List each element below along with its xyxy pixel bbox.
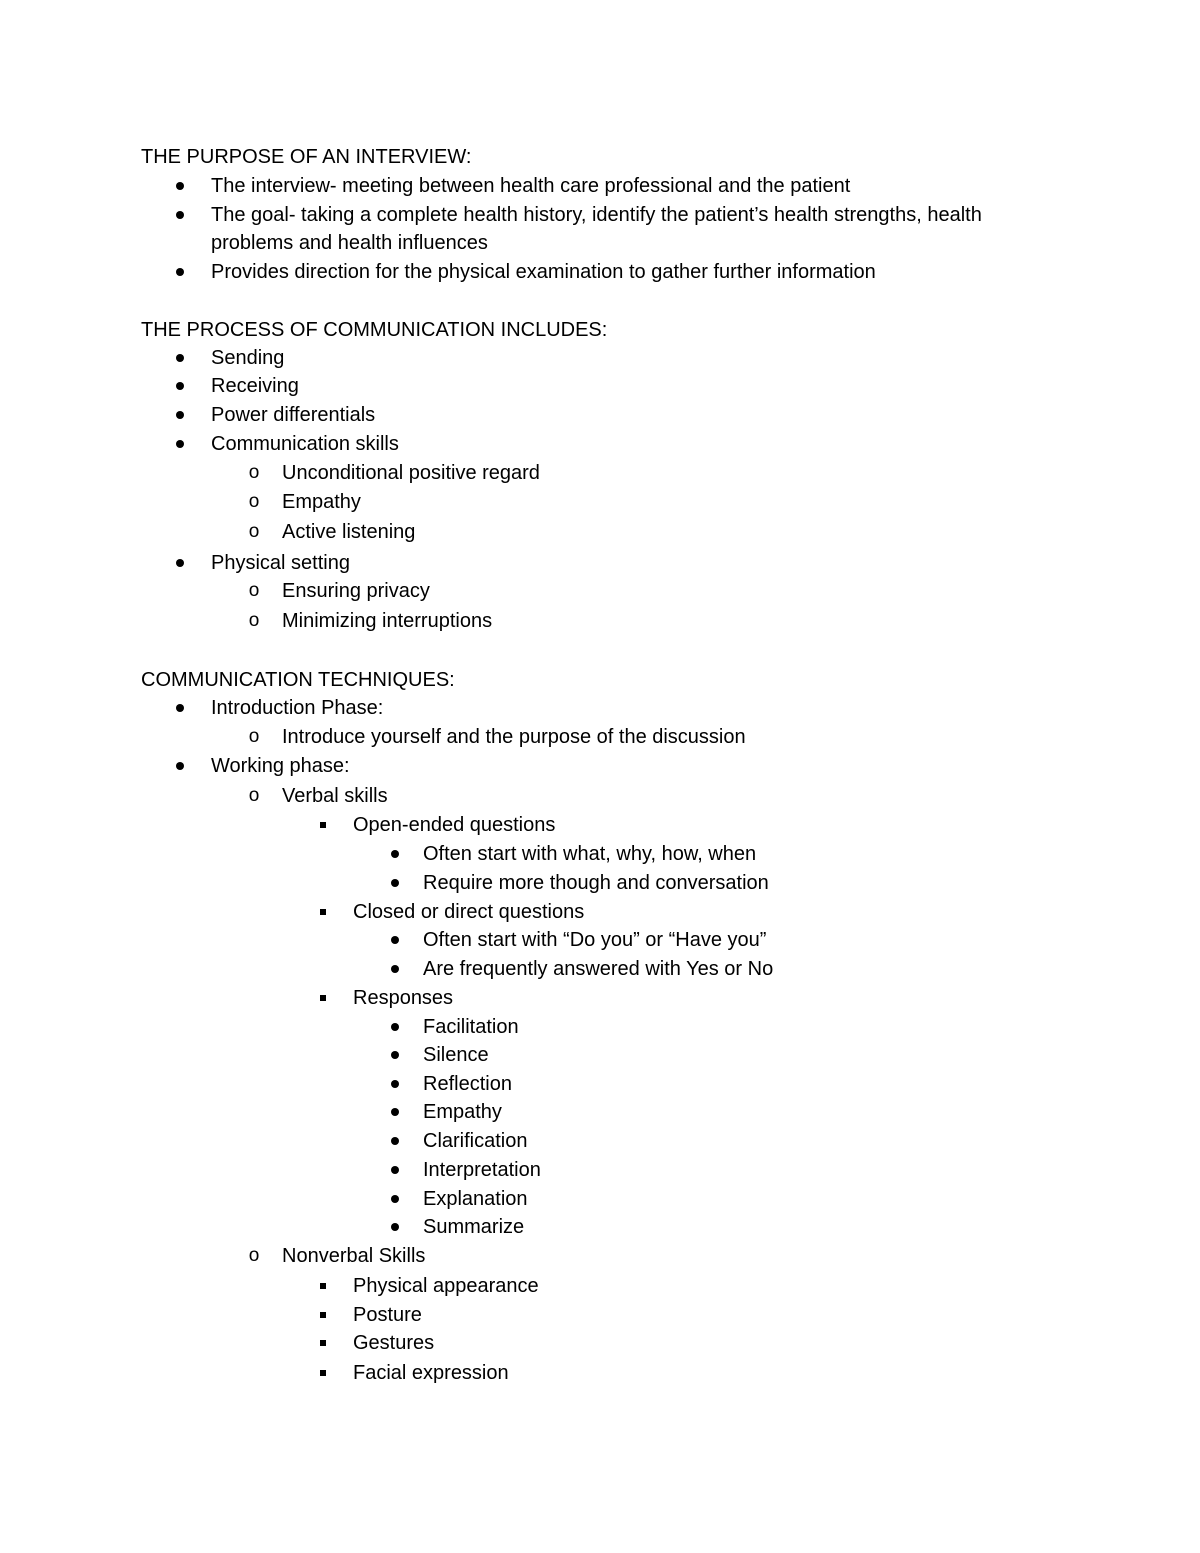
bullet-marker bbox=[387, 869, 403, 897]
list-item-text: Sending bbox=[211, 347, 285, 369]
list-item-text: Gestures bbox=[353, 1332, 435, 1354]
bullet-marker bbox=[172, 344, 188, 372]
list-item bbox=[0, 898, 1200, 926]
circle-marker: o bbox=[248, 580, 260, 601]
list-item-text: Nonverbal Skills bbox=[282, 1245, 426, 1267]
list-item bbox=[0, 782, 1200, 810]
list-item-text: Physical appearance bbox=[353, 1275, 539, 1297]
section-heading-process: THE PROCESS OF COMMUNICATION INCLUDES: bbox=[141, 319, 608, 341]
circle-marker: o bbox=[248, 610, 260, 631]
bullet-marker bbox=[387, 926, 403, 954]
list-item-text: Unconditional positive regard bbox=[282, 462, 540, 484]
list-item bbox=[0, 752, 1200, 780]
list-item-text: Provides direction for the physical examination to gather further information bbox=[211, 261, 876, 283]
list-item bbox=[0, 1156, 1200, 1184]
list-item-text: Power differentials bbox=[211, 404, 376, 426]
list-item-text: Responses bbox=[353, 987, 454, 1009]
bullet-marker bbox=[387, 1185, 403, 1213]
list-item bbox=[0, 201, 1200, 229]
list-item bbox=[0, 518, 1200, 546]
section-heading-techniques: COMMUNICATION TECHNIQUES: bbox=[141, 669, 455, 691]
list-item bbox=[0, 1070, 1200, 1098]
bullet-marker bbox=[387, 955, 403, 983]
list-item-text: Reflection bbox=[423, 1073, 512, 1095]
list-item-text: Introduce yourself and the purpose of the discussion bbox=[282, 726, 746, 748]
bullet-marker bbox=[172, 430, 188, 458]
list-item-text: Empathy bbox=[423, 1101, 502, 1123]
list-item-text: Are frequently answered with Yes or No bbox=[423, 958, 774, 980]
list-item bbox=[0, 1213, 1200, 1241]
list-item bbox=[0, 372, 1200, 400]
list-item bbox=[0, 1272, 1200, 1300]
list-item-text: Facial expression bbox=[353, 1362, 509, 1384]
list-item bbox=[0, 607, 1200, 635]
bullet-marker bbox=[172, 201, 188, 229]
list-item-text-continuation: problems and health influences bbox=[211, 232, 488, 254]
list-item bbox=[0, 869, 1200, 897]
bullet-marker bbox=[172, 401, 188, 429]
list-item-text: Silence bbox=[423, 1044, 489, 1066]
list-item-text: Often start with “Do you” or “Have you” bbox=[423, 929, 767, 951]
list-item-text: Active listening bbox=[282, 521, 416, 543]
list-item-text: Interpretation bbox=[423, 1159, 541, 1181]
bullet-marker bbox=[172, 372, 188, 400]
list-item bbox=[0, 1329, 1200, 1357]
list-item bbox=[0, 1041, 1200, 1069]
list-item-text: Open-ended questions bbox=[353, 814, 556, 836]
list-item bbox=[0, 811, 1200, 839]
bullet-marker bbox=[387, 1070, 403, 1098]
square-marker bbox=[315, 898, 331, 926]
bullet-marker bbox=[172, 258, 188, 286]
list-item-text: The interview- meeting between health care professional and the patient bbox=[211, 175, 851, 197]
list-item-text: Ensuring privacy bbox=[282, 580, 430, 602]
section-heading-purpose: THE PURPOSE OF AN INTERVIEW: bbox=[141, 146, 472, 168]
list-item bbox=[0, 1098, 1200, 1126]
list-item-text: Posture bbox=[353, 1304, 422, 1326]
list-item-text: Introduction Phase: bbox=[211, 697, 384, 719]
list-item-text: Receiving bbox=[211, 375, 299, 397]
list-item-text: Working phase: bbox=[211, 755, 350, 777]
list-item bbox=[0, 258, 1200, 286]
list-item bbox=[0, 840, 1200, 868]
square-marker bbox=[315, 1301, 331, 1329]
bullet-marker bbox=[387, 1041, 403, 1069]
circle-marker: o bbox=[248, 462, 260, 483]
list-item bbox=[0, 549, 1200, 577]
square-marker bbox=[315, 811, 331, 839]
bullet-marker bbox=[387, 1127, 403, 1155]
list-item bbox=[0, 344, 1200, 372]
list-item-text: Require more though and conversation bbox=[423, 872, 769, 894]
list-item-text: Closed or direct questions bbox=[353, 901, 585, 923]
list-item-text: Verbal skills bbox=[282, 785, 388, 807]
square-marker bbox=[315, 1329, 331, 1357]
bullet-marker bbox=[387, 1213, 403, 1241]
list-item bbox=[0, 459, 1200, 487]
list-item bbox=[0, 926, 1200, 954]
circle-marker: o bbox=[248, 726, 260, 747]
list-item-text: The goal- taking a complete health history, identify the patient’s health strengths, health bbox=[211, 204, 982, 226]
list-item bbox=[0, 1185, 1200, 1213]
list-item-text: Physical setting bbox=[211, 552, 350, 574]
square-marker bbox=[315, 1272, 331, 1300]
list-item-text: Communication skills bbox=[211, 433, 399, 455]
circle-marker: o bbox=[248, 1245, 260, 1266]
bullet-marker bbox=[387, 840, 403, 868]
square-marker bbox=[315, 984, 331, 1012]
list-item-text: Minimizing interruptions bbox=[282, 610, 493, 632]
list-item bbox=[0, 401, 1200, 429]
bullet-marker bbox=[387, 1098, 403, 1126]
circle-marker: o bbox=[248, 785, 260, 806]
list-item bbox=[0, 723, 1200, 751]
list-item bbox=[0, 955, 1200, 983]
bullet-marker bbox=[172, 549, 188, 577]
list-item bbox=[0, 1127, 1200, 1155]
bullet-marker bbox=[387, 1156, 403, 1184]
list-item-text: Often start with what, why, how, when bbox=[423, 843, 757, 865]
list-item-text: Summarize bbox=[423, 1216, 525, 1238]
list-item-text: Facilitation bbox=[423, 1016, 519, 1038]
list-item-text: Empathy bbox=[282, 491, 361, 513]
list-item bbox=[0, 984, 1200, 1012]
list-item bbox=[0, 577, 1200, 605]
list-item bbox=[0, 1242, 1200, 1270]
list-item bbox=[0, 1359, 1200, 1387]
list-item bbox=[0, 1013, 1200, 1041]
list-item bbox=[0, 694, 1200, 722]
list-item bbox=[0, 172, 1200, 200]
list-item-text: Explanation bbox=[423, 1188, 528, 1210]
bullet-marker bbox=[172, 694, 188, 722]
bullet-marker bbox=[387, 1013, 403, 1041]
list-item bbox=[0, 488, 1200, 516]
bullet-marker bbox=[172, 752, 188, 780]
list-item bbox=[0, 1301, 1200, 1329]
bullet-marker bbox=[172, 172, 188, 200]
square-marker bbox=[315, 1359, 331, 1387]
list-item bbox=[0, 430, 1200, 458]
list-item-text: Clarification bbox=[423, 1130, 528, 1152]
circle-marker: o bbox=[248, 491, 260, 512]
circle-marker: o bbox=[248, 521, 260, 542]
